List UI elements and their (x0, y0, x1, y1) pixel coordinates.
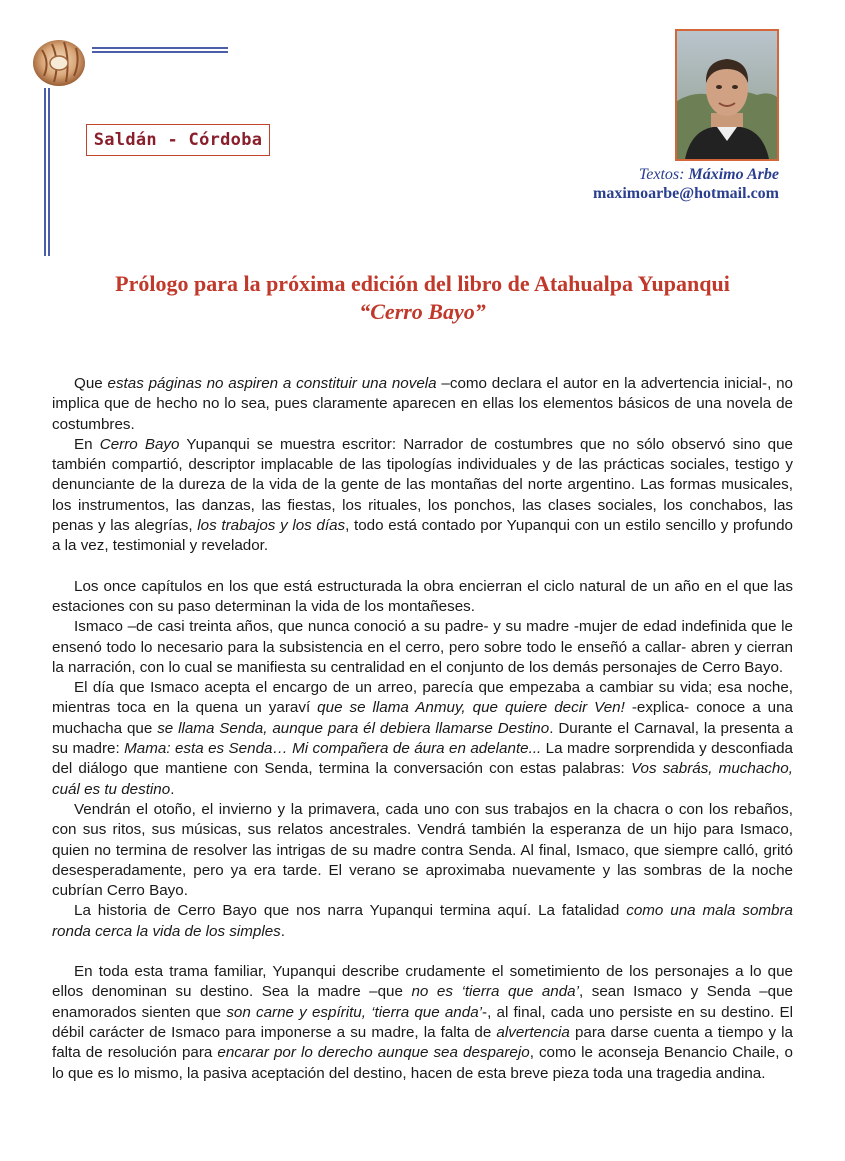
text-run: La historia de Cerro Bayo que nos narra Yupanqui termina aquí. La fatalidad (74, 902, 627, 920)
side-rule-left (44, 88, 46, 256)
text-run: -explica- conoce a una muchacha que (52, 699, 793, 737)
text-run: . (170, 780, 175, 798)
paragraph (52, 800, 793, 901)
italic-run: se llama Senda, aunque para él debiera llamarse Destino (157, 719, 550, 737)
location-badge: Saldán - Córdoba (86, 124, 270, 156)
title-book: “Cerro Bayo” (359, 299, 486, 324)
paragraph (52, 374, 793, 435)
italic-run: los trabajos y los días (197, 517, 346, 535)
credits (593, 165, 779, 203)
italic-run: Cerro Bayo (99, 435, 180, 453)
header-rule-top (92, 47, 228, 49)
text-run: , como le aconseja Benancio Chaile, o lo que es lo mismo, la pasiva aceptación del destino, hacen de esta breve pieza toda una tragedia andina. (52, 1044, 793, 1082)
credits-label: Textos: (638, 166, 685, 183)
paragraph (52, 678, 793, 800)
italic-run: no es ‘tierra que anda’ (411, 983, 579, 1001)
italic-run: son carne y espíritu, ‘tierra que anda’ (226, 1003, 483, 1021)
credits-line (593, 165, 779, 184)
paragraph (52, 962, 793, 1084)
text-run: –como declara el autor en la advertencia inicial-, no implica que de hecho no lo sea, pues claramente aparecen en ellas los elementos básicos de una novela de costumbres. (52, 375, 793, 433)
text-run: Ismaco –de casi treinta años, que nunca conoció a su padre- y su madre -mujer de edad indefinida que le ensenó todo lo necesario para la subsistencia en el cerro, pero sobre todo le enseñó a callar- abren y cierran la narración, con lo cual se manifiesta su centralidad en el conjunto de los demás personajes de Cerro Bayo. (52, 618, 793, 676)
paragraph (52, 577, 793, 618)
article-body (52, 374, 793, 1084)
paragraph (52, 901, 793, 942)
text-run: , todo está contado por Yupanqui con un estilo sencillo y profundo a la vez, testimonial y revelador. (52, 517, 793, 555)
text-run: La madre sorprendida y desconfiada del diálogo que mantiene con Senda, termina la conversación con estas palabras: (52, 740, 793, 778)
italic-run: encarar por lo derecho aunque sea desparejo (217, 1044, 530, 1062)
italic-run: estas páginas no aspiren a constituir una novela (107, 375, 437, 392)
italic-run: Vos sabrás, muchacho, cuál es tu destino (52, 760, 793, 798)
article-title (40, 270, 805, 326)
italic-run: que se llama Anmuy, que quiere decir Ven! (317, 699, 625, 717)
walnut-ornament-icon (30, 36, 88, 88)
paragraph (52, 435, 793, 557)
text-run: El día que Ismaco acepta el encargo de un arreo, parecía que empezaba a cambiar su vida; esa noche, mientras toca en la quena un yaraví (52, 679, 793, 717)
side-rule-right (48, 88, 50, 256)
author-photo (675, 29, 779, 161)
text-run: Vendrán el otoño, el invierno y la primavera, cada uno con sus trabajos en la chacra o con los rebaños, con sus ritos, sus músicas, sus relatos ancestrales. Vendrá también la esperanza de un hijo para Ismaco, quien no termina de resolver las intrigas de su madre contra Senda. Al final, Ismaco, que siempre calló, gritó desesperadamente, pero ya era tarde. El verano se aproximaba nuevamente y las sombras de la noche cubrían Cerro Bayo. (52, 800, 793, 900)
italic-run: Mama: esta es Senda… Mi compañera de áura en adelante... (124, 740, 542, 758)
text-run: Yupanqui se muestra escritor: Narrador de costumbres que no sólo observó sino que también compartió, descriptor implacable de las tipologías individuales y de las prácticas sociales, testigo y denunciante de la dureza de la vida de la gente de las montañas del norte argentino. Las formas musicales, los instrumentos, las danzas, las fiestas, los rituales, los ponchos, las clases sociales, los conchabos, las penas y las alegrías, (52, 435, 794, 535)
text-run: . (280, 922, 286, 940)
italic-run: alvertencia (496, 1023, 570, 1041)
text-run: , sean Ismaco y Senda –que enamorados sienten que (52, 983, 793, 1021)
text-run: En toda esta trama familiar, Yupanqui describe crudamente el sometimiento de los personajes a lo que ellos denominan su destino. Sea la madre –que (52, 963, 793, 1001)
text-run: Los once capítulos en los que está estructurada la obra encierran el ciclo natural de un año en el que las estaciones con su paso determinan la vida de los montañeses. (52, 577, 793, 615)
text-run: Que (74, 375, 108, 392)
paragraph (52, 617, 793, 678)
title-main: Prólogo para la próxima edición del libro de Atahualpa Yupanqui (115, 271, 730, 296)
text-run: . Durante el Carnaval, la presenta a su madre: (52, 719, 793, 758)
text-run: En (74, 435, 100, 453)
author-name: Máximo Arbe (688, 166, 779, 183)
italic-run: como una mala sombra ronda cerca la vida de los simples (52, 902, 793, 940)
author-email[interactable]: maximoarbe@hotmail.com (593, 185, 779, 202)
header-rule-bottom (92, 51, 228, 53)
text-run: -, al final, cada uno persiste en su destino. El débil carácter de Ismaco para imponerse a su madre, la falta de (52, 1003, 793, 1041)
text-run: para darse cuenta a tiempo y la falta de resolución para (52, 1023, 793, 1062)
